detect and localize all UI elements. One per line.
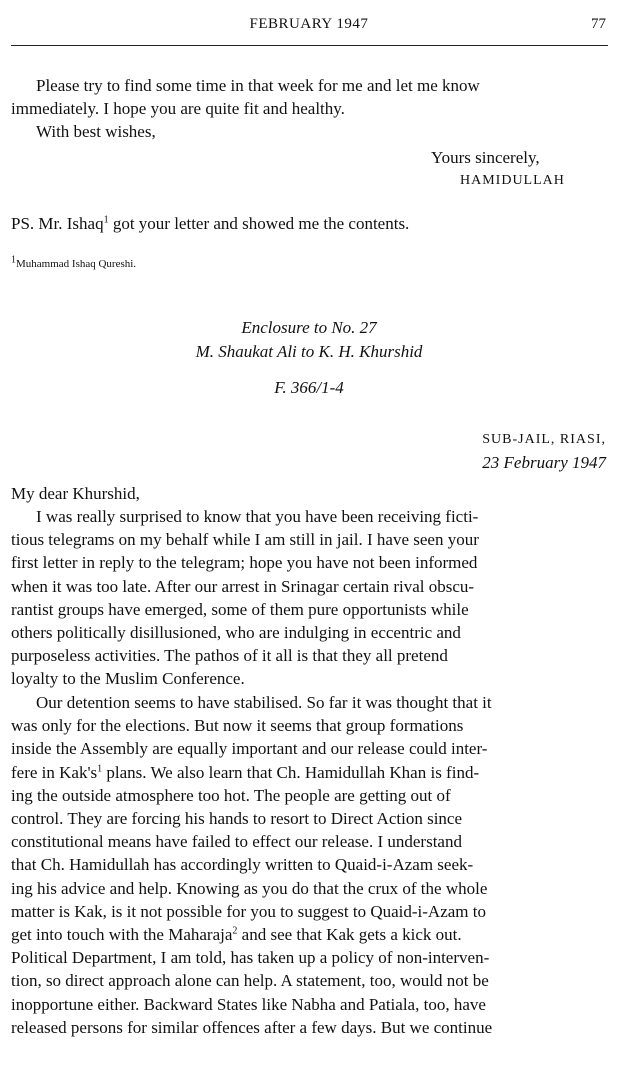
footnote-mark: 1 [11, 254, 16, 266]
valediction: Yours sincerely, [431, 148, 540, 167]
para1-line: first letter in reply to the telegram; hope you have not been informed [11, 553, 478, 573]
para2-line: control. They are forcing his hands to resort to Direct Action since [11, 809, 463, 829]
enclosure-from-to: M. Shaukat Ali to K. H. Khurshid [195, 342, 423, 361]
para1-line: I was really surprised to know that you have been receiving ficti- [36, 507, 479, 526]
header-rule [11, 45, 608, 46]
para1-line: tious telegrams on my behalf while I am still in jail. I have seen your [11, 530, 479, 550]
enclosure-heading: Enclosure to No. 27 [241, 318, 377, 337]
para2-line4-a: fere in Kak's [11, 762, 98, 782]
letter1-para1-line1: Please try to find some time in that week for me and let me know [36, 76, 480, 95]
para1-line: loyalty to the Muslim Conference. [11, 669, 245, 689]
para2-line: matter is Kak, is it not possible for you to suggest to Quaid-i-Azam to [11, 901, 486, 921]
footnote [11, 254, 137, 270]
para2-line: was only for the elections. But now it seems that group formations [11, 716, 464, 736]
para2-line: ing the outside atmosphere too hot. The people are getting out of [11, 785, 451, 805]
postscript [11, 212, 409, 235]
para2-line: that Ch. Hamidullah has accordingly written to Quaid-i-Azam seek- [11, 855, 474, 875]
para2-line11-b: and see that Kak gets a kick out. [237, 925, 462, 945]
running-title: FEBRUARY 1947 [249, 16, 369, 32]
para1-line: purposeless activities. The pathos of it all is that they all pretend [11, 646, 448, 666]
salutation: My dear Khurshid, [11, 484, 140, 503]
letter-date: 23 February 1947 [482, 453, 606, 472]
para1-line: others politically disillusioned, who are indulging in eccentric and [11, 623, 461, 643]
file-reference: F. 366/1-4 [274, 378, 344, 397]
para2-line: inopportune either. Backward States like Nabha and Patiala, too, have [11, 994, 486, 1014]
maharaja-footnote-mark: 2 [232, 925, 238, 937]
ps-rest: got your letter and showed me the contents. [108, 214, 410, 233]
para1-line: rantist groups have emerged, some of them pure opportunists while [11, 599, 469, 619]
para2-line: inside the Assembly are equally important and our release could inter- [11, 739, 488, 759]
page-number: 77 [591, 16, 606, 32]
signature: HAMIDULLAH [460, 173, 565, 188]
letter2-para1 [11, 505, 607, 691]
para2-line11-a: get into touch with the Maharaja [11, 925, 233, 945]
para2-line: ing his advice and help. Knowing as you do that the crux of the whole [11, 878, 488, 898]
para2-line [11, 761, 607, 784]
para2-line: Our detention seems to have stabilised. So far it was thought that it [36, 693, 492, 712]
para2-line: released persons for similar offences after a few days. But we continue [11, 1017, 493, 1037]
para2-line: tion, so direct approach alone can help. A statement, too, would not be [11, 971, 489, 991]
closing-wishes: With best wishes, [36, 122, 156, 141]
para2-line: Political Department, I am told, has taken up a policy of non-interven- [11, 948, 490, 968]
ps-footnote-mark: 1 [103, 214, 109, 226]
ps-prefix: PS. Mr. Ishaq [11, 214, 104, 233]
letter-place: SUB-JAIL, RIASI, [482, 432, 606, 447]
letter2-para2 [11, 691, 607, 1039]
para2-line: constitutional means have failed to effect our release. I understand [11, 832, 462, 852]
kak-footnote-mark: 1 [97, 762, 103, 774]
letter1-para1-line2: immediately. I hope you are quite fit and healthy. [11, 99, 345, 118]
footnote-text: Muhammad Ishaq Qureshi. [16, 258, 137, 270]
para2-line [11, 923, 607, 946]
running-header [0, 14, 618, 36]
para2-line4-b: plans. We also learn that Ch. Hamidullah Khan is find- [102, 762, 480, 782]
para1-line: when it was too late. After our arrest in Srinagar certain rival obscu- [11, 576, 475, 596]
